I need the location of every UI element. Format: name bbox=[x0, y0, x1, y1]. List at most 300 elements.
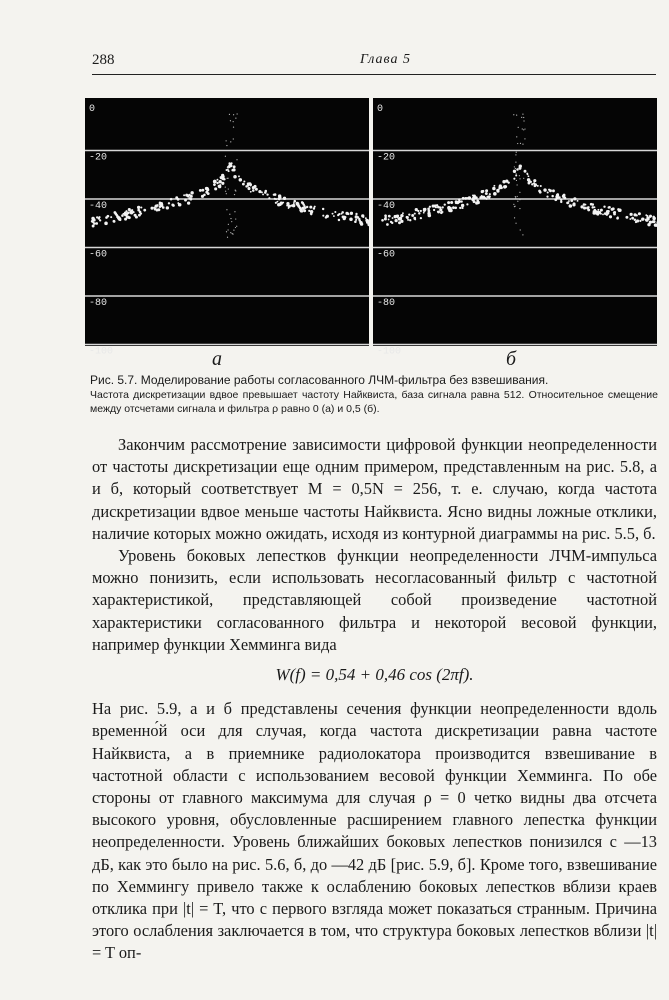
trace-point bbox=[93, 219, 96, 222]
trace-point bbox=[521, 117, 522, 118]
trace-point bbox=[104, 222, 108, 226]
trace-point bbox=[214, 187, 217, 190]
trace-point bbox=[230, 141, 231, 142]
trace-point bbox=[223, 178, 225, 180]
trace-point bbox=[225, 156, 226, 157]
trace-point bbox=[298, 205, 301, 208]
trace-point bbox=[233, 165, 236, 168]
y-tick-label: 0 bbox=[89, 104, 96, 115]
trace-point bbox=[234, 194, 235, 195]
trace-point bbox=[523, 120, 524, 121]
trace-point bbox=[447, 201, 450, 204]
trace-point bbox=[248, 182, 251, 185]
trace-point bbox=[99, 219, 101, 221]
trace-point bbox=[459, 207, 461, 209]
trace-point bbox=[468, 196, 472, 200]
trace-point bbox=[314, 206, 316, 208]
trace-point bbox=[485, 192, 488, 195]
trace-point bbox=[441, 206, 443, 208]
trace-point bbox=[113, 221, 115, 223]
trace-point bbox=[388, 215, 391, 218]
trace-point bbox=[423, 209, 426, 212]
trace-point bbox=[310, 210, 313, 213]
trace-point bbox=[322, 208, 324, 210]
trace-point bbox=[395, 215, 397, 217]
trace-point bbox=[98, 216, 100, 218]
trace-point bbox=[636, 220, 638, 222]
oscillogram-a bbox=[85, 98, 369, 358]
trace-point bbox=[519, 208, 520, 209]
trace-point bbox=[513, 178, 515, 180]
trace-point bbox=[188, 197, 190, 199]
trace-point bbox=[402, 212, 404, 214]
trace-point bbox=[583, 206, 586, 209]
trace-point bbox=[570, 199, 573, 202]
trace-point bbox=[488, 196, 490, 198]
trace-point bbox=[178, 203, 182, 207]
trace-point bbox=[171, 203, 174, 206]
trace-point bbox=[360, 223, 362, 225]
trace-point bbox=[187, 202, 190, 205]
trace-point bbox=[420, 210, 422, 212]
trace-point bbox=[384, 214, 387, 217]
trace-point bbox=[519, 178, 520, 179]
trace-point bbox=[230, 120, 231, 121]
trace-point bbox=[143, 209, 146, 212]
chapter-title: Глава 5 bbox=[360, 52, 411, 67]
y-tick-label: -20 bbox=[89, 152, 108, 164]
trace-point bbox=[124, 212, 127, 215]
trace-point bbox=[616, 217, 619, 220]
trace-point bbox=[235, 190, 236, 191]
trace-point bbox=[163, 206, 165, 208]
trace-point bbox=[629, 218, 631, 220]
trace-point bbox=[423, 212, 425, 214]
trace-point bbox=[362, 216, 364, 218]
trace-point bbox=[334, 211, 336, 213]
trace-point bbox=[519, 199, 520, 200]
trace-point bbox=[527, 178, 530, 181]
trace-point bbox=[458, 198, 460, 200]
trace-point bbox=[515, 196, 516, 197]
trace-point bbox=[183, 194, 185, 196]
trace-point bbox=[322, 215, 324, 217]
trace-point bbox=[288, 205, 291, 208]
trace-point bbox=[217, 179, 219, 181]
trace-point bbox=[233, 229, 234, 230]
trace-point bbox=[452, 206, 455, 209]
trace-point bbox=[392, 217, 394, 219]
trace-point bbox=[397, 217, 399, 219]
trace-point bbox=[232, 233, 233, 234]
trace-point bbox=[517, 184, 518, 185]
trace-point bbox=[444, 203, 446, 205]
trace-point bbox=[513, 170, 516, 173]
trace-point bbox=[523, 129, 524, 130]
trace-point bbox=[455, 200, 457, 202]
trace-point bbox=[551, 195, 553, 197]
trace-point bbox=[333, 215, 335, 217]
trace-point bbox=[219, 184, 221, 186]
trace-point bbox=[225, 191, 226, 192]
trace-point bbox=[135, 216, 138, 219]
trace-point bbox=[238, 175, 240, 177]
trace-point bbox=[190, 191, 193, 194]
trace-point bbox=[381, 219, 384, 222]
trace-point bbox=[520, 143, 521, 144]
trace-point bbox=[630, 213, 633, 216]
y-tick-label: -100 bbox=[377, 346, 402, 358]
trace-point bbox=[496, 190, 498, 192]
trace-point bbox=[597, 209, 599, 211]
trace-point bbox=[92, 225, 95, 228]
trace-point bbox=[303, 209, 306, 212]
trace-point bbox=[349, 218, 353, 222]
trace-point bbox=[460, 200, 462, 202]
trace-point bbox=[139, 211, 142, 214]
trace-point bbox=[466, 203, 468, 205]
trace-point bbox=[590, 203, 593, 206]
trace-point bbox=[218, 180, 221, 183]
trace-point bbox=[420, 217, 422, 219]
trace-point bbox=[408, 213, 410, 215]
trace-point bbox=[226, 145, 227, 146]
hamming-formula: W(f) = 0,54 + 0,46 cos (2πf). bbox=[275, 665, 474, 685]
trace-point bbox=[227, 169, 229, 171]
trace-point bbox=[492, 187, 496, 191]
trace-point bbox=[516, 173, 517, 174]
oscillogram-b bbox=[373, 98, 657, 358]
trace-point bbox=[243, 180, 245, 182]
trace-point bbox=[537, 185, 539, 187]
trace-point bbox=[437, 211, 439, 213]
panel-label-b: б bbox=[506, 348, 517, 370]
trace-point bbox=[369, 216, 371, 218]
trace-point bbox=[555, 195, 558, 198]
trace-point bbox=[203, 194, 206, 197]
trace-point bbox=[230, 218, 231, 219]
trace-point bbox=[250, 191, 252, 193]
trace-point bbox=[584, 204, 586, 206]
trace-point bbox=[350, 212, 353, 215]
trace-point bbox=[132, 211, 134, 213]
trace-point bbox=[493, 192, 497, 196]
trace-point bbox=[437, 206, 440, 209]
trace-point bbox=[482, 190, 484, 192]
trace-point bbox=[418, 212, 420, 214]
trace-point bbox=[519, 175, 520, 176]
trace-point bbox=[482, 196, 485, 199]
trace-point bbox=[332, 213, 334, 215]
trace-point bbox=[522, 128, 523, 129]
trace-point bbox=[514, 166, 515, 167]
trace-point bbox=[293, 202, 295, 204]
trace-point bbox=[433, 209, 435, 211]
trace-point bbox=[515, 223, 516, 224]
trace-point bbox=[516, 180, 517, 181]
trace-point bbox=[407, 219, 409, 221]
trace-point bbox=[618, 208, 622, 212]
trace-point bbox=[518, 127, 519, 128]
paragraph-3: На рис. 5.9, а и б представлены сечения функции неопределенности вдоль временно́й оси для случая, когда частота дискретизации равна частоте Найквиста, а в приемнике радиолокатора производится взвешивание в частотной области с использованием весовой функции Хемминга. По обе стороны от главного максимума для случая ρ = 0 четко видны два отсчета высокого уровня, обусловленные расширением главного лепестка функции неопределенности. Уровень ближайших боковых лепестков понизился с —13 дБ, как это было на рис. 5.6, б, до —42 дБ [рис. 5.9, б]. Кроме того, взвешивание по Хеммингу привело также к ослаблению боковых лепестков вблизи краев отклика при |t| = T, что с первого взгляда может показаться странным. Причина этого ослабления заключается в том, что структура боковых лепестков вблизи |t| = T оп- bbox=[92, 699, 657, 963]
trace-point bbox=[517, 196, 518, 197]
trace-point bbox=[367, 223, 370, 226]
trace-point bbox=[439, 208, 442, 211]
trace-point bbox=[233, 121, 234, 122]
trace-point bbox=[466, 197, 468, 199]
trace-point bbox=[568, 200, 570, 202]
trace-point bbox=[216, 182, 218, 184]
trace-point bbox=[235, 227, 236, 228]
y-tick-label: -40 bbox=[89, 201, 108, 212]
trace-point bbox=[522, 144, 523, 145]
trace-point bbox=[414, 213, 416, 215]
trace-point bbox=[242, 183, 245, 186]
trace-point bbox=[560, 199, 562, 201]
trace-point bbox=[546, 196, 548, 198]
trace-point bbox=[417, 210, 419, 212]
trace-point bbox=[552, 189, 555, 192]
trace-point bbox=[524, 170, 527, 173]
trace-point bbox=[411, 214, 414, 217]
trace-point bbox=[199, 189, 202, 192]
trace-point bbox=[539, 191, 542, 194]
trace-point bbox=[505, 179, 508, 182]
trace-point bbox=[150, 207, 153, 210]
trace-point bbox=[245, 185, 248, 188]
trace-point bbox=[309, 206, 312, 209]
trace-point bbox=[127, 212, 130, 215]
y-tick-label: -100 bbox=[89, 346, 114, 358]
trace-point bbox=[533, 182, 535, 184]
trace-point bbox=[170, 198, 173, 201]
trace-point bbox=[593, 210, 595, 212]
trace-point bbox=[226, 209, 227, 210]
figure-panel-a bbox=[85, 98, 369, 358]
trace-point bbox=[609, 215, 612, 218]
trace-point bbox=[595, 212, 598, 215]
trace-point bbox=[128, 208, 131, 211]
trace-point bbox=[266, 193, 268, 195]
trace-point bbox=[528, 175, 530, 177]
trace-point bbox=[638, 212, 641, 215]
trace-point bbox=[504, 185, 507, 188]
trace-point bbox=[227, 237, 228, 238]
trace-point bbox=[523, 117, 524, 118]
trace-point bbox=[185, 194, 188, 197]
trace-point bbox=[125, 210, 127, 212]
page-header bbox=[92, 52, 656, 75]
trace-point bbox=[413, 217, 416, 220]
trace-point bbox=[514, 206, 515, 207]
trace-point bbox=[427, 209, 430, 212]
trace-point bbox=[278, 197, 281, 200]
trace-point bbox=[261, 191, 263, 193]
y-tick-label: 0 bbox=[377, 104, 384, 115]
trace-point bbox=[301, 202, 303, 204]
trace-point bbox=[304, 207, 306, 209]
trace-point bbox=[427, 212, 430, 215]
trace-point bbox=[399, 217, 403, 221]
trace-point bbox=[233, 175, 234, 176]
trace-point bbox=[603, 206, 605, 208]
trace-point bbox=[409, 219, 411, 221]
trace-point bbox=[236, 226, 237, 227]
trace-point bbox=[517, 201, 518, 202]
trace-point bbox=[656, 224, 659, 227]
trace-point bbox=[273, 194, 275, 196]
trace-point bbox=[573, 197, 576, 200]
trace-point bbox=[649, 216, 651, 218]
trace-point bbox=[522, 234, 523, 235]
trace-point bbox=[358, 218, 360, 220]
trace-point bbox=[586, 207, 589, 210]
trace-point bbox=[140, 206, 142, 208]
trace-point bbox=[489, 193, 491, 195]
trace-point bbox=[607, 212, 610, 215]
trace-point bbox=[292, 204, 296, 208]
trace-point bbox=[520, 229, 521, 230]
trace-point bbox=[110, 216, 112, 218]
trace-point bbox=[563, 194, 566, 197]
trace-point bbox=[221, 175, 225, 179]
trace-point bbox=[239, 178, 242, 181]
trace-point bbox=[523, 178, 524, 179]
trace-point bbox=[177, 198, 180, 201]
trace-point bbox=[338, 213, 340, 215]
trace-point bbox=[365, 217, 367, 219]
trace-point bbox=[406, 216, 408, 218]
trace-point bbox=[516, 168, 519, 171]
trace-point bbox=[355, 215, 358, 218]
trace-point bbox=[168, 202, 170, 204]
trace-point bbox=[462, 197, 465, 200]
y-tick-label: -80 bbox=[377, 298, 396, 309]
trace-point bbox=[231, 162, 233, 164]
trace-point bbox=[649, 221, 652, 224]
panel-label-a: а bbox=[212, 348, 222, 370]
trace-point bbox=[227, 229, 228, 230]
trace-point bbox=[236, 159, 237, 160]
trace-point bbox=[255, 188, 258, 191]
trace-point bbox=[355, 213, 357, 215]
paragraph-1: Закончим рассмотрение зависимости цифровой функции неопределенности от частоты дискретизации еще одним примером, представленным на рис. 5.8, а и б, который соответствует M = 0,5N = 256, т. е. случаю, когда частота дискретизации вдвое меньше частоты Найквиста. Ясно видны ложные отклики, наличие которых можно ожидать, исходя из контурной диаграммы на рис. 5.5, б. bbox=[92, 435, 657, 543]
figure-caption bbox=[90, 373, 658, 416]
trace-point bbox=[554, 198, 557, 201]
trace-point bbox=[268, 197, 270, 199]
body-text bbox=[92, 434, 657, 965]
trace-point bbox=[276, 201, 278, 203]
trace-point bbox=[137, 206, 140, 209]
trace-point bbox=[338, 219, 340, 221]
trace-point bbox=[540, 185, 542, 187]
trace-point bbox=[519, 165, 522, 168]
trace-point bbox=[233, 114, 234, 115]
y-tick-label: -20 bbox=[377, 152, 396, 164]
y-tick-label: -40 bbox=[377, 201, 396, 212]
trace-point bbox=[128, 216, 131, 219]
trace-point bbox=[95, 223, 97, 225]
trace-point bbox=[450, 201, 453, 204]
trace-point bbox=[342, 216, 345, 219]
trace-point bbox=[229, 214, 230, 215]
trace-point bbox=[429, 206, 431, 208]
trace-point bbox=[293, 200, 296, 203]
trace-point bbox=[472, 194, 474, 196]
trace-point bbox=[646, 215, 648, 217]
trace-point bbox=[543, 188, 546, 191]
trace-point bbox=[514, 217, 515, 218]
trace-point bbox=[96, 216, 98, 218]
trace-point bbox=[130, 211, 133, 214]
trace-point bbox=[573, 202, 576, 205]
caption-body: Частота дискретизации вдвое превышает частоту Найквиста, база сигнала равна 512. Относительное смещение между отсчетами сигнала и фильтра ρ равно 0 (а) и 0,5 (б). bbox=[90, 389, 658, 415]
trace-point bbox=[461, 207, 463, 209]
trace-point bbox=[533, 179, 536, 182]
trace-point bbox=[516, 115, 517, 116]
trace-point bbox=[226, 178, 227, 179]
trace-point bbox=[92, 221, 94, 223]
trace-point bbox=[598, 211, 601, 214]
trace-point bbox=[233, 127, 234, 128]
trace-point bbox=[344, 216, 346, 218]
trace-point bbox=[252, 186, 255, 189]
trace-point bbox=[513, 204, 514, 205]
trace-point bbox=[280, 201, 283, 204]
trace-point bbox=[631, 217, 634, 220]
trace-point bbox=[252, 189, 255, 192]
paragraph-2: Уровень боковых лепестков функции неопределенности ЛЧМ-импульса можно понизить, если использовать несогласованный фильтр с частотной характеристикой, представляющей собой произведение частотной характеристики согласованного фильтра и некоторой весовой функции, например функции Хемминга вида bbox=[92, 546, 657, 654]
trace-point bbox=[226, 231, 227, 232]
trace-point bbox=[602, 213, 604, 215]
trace-point bbox=[527, 173, 529, 175]
trace-point bbox=[485, 189, 488, 192]
trace-point bbox=[237, 113, 238, 114]
trace-point bbox=[608, 206, 610, 208]
trace-point bbox=[230, 232, 231, 233]
trace-point bbox=[591, 206, 594, 209]
trace-point bbox=[226, 193, 227, 194]
trace-point bbox=[568, 202, 570, 204]
trace-point bbox=[278, 194, 281, 197]
trace-point bbox=[643, 218, 645, 220]
trace-point bbox=[547, 191, 549, 193]
page-number: 288 bbox=[92, 52, 115, 68]
trace-point bbox=[188, 194, 190, 196]
trace-point bbox=[548, 189, 550, 191]
trace-point bbox=[213, 183, 216, 186]
trace-point bbox=[639, 220, 641, 222]
trace-point bbox=[206, 187, 209, 190]
trace-point bbox=[107, 215, 110, 218]
trace-point bbox=[634, 219, 637, 222]
trace-point bbox=[516, 136, 517, 137]
trace-point bbox=[524, 138, 525, 139]
trace-point bbox=[226, 140, 227, 141]
trace-point bbox=[264, 191, 267, 194]
trace-point bbox=[498, 186, 501, 189]
trace-point bbox=[310, 213, 312, 215]
trace-point bbox=[213, 180, 217, 184]
trace-point bbox=[461, 204, 464, 207]
trace-point bbox=[513, 114, 514, 115]
trace-point bbox=[283, 197, 286, 200]
trace-point bbox=[234, 211, 235, 212]
trace-point bbox=[524, 128, 525, 129]
trace-point bbox=[221, 182, 224, 185]
trace-point bbox=[154, 208, 157, 211]
trace-point bbox=[391, 222, 393, 224]
